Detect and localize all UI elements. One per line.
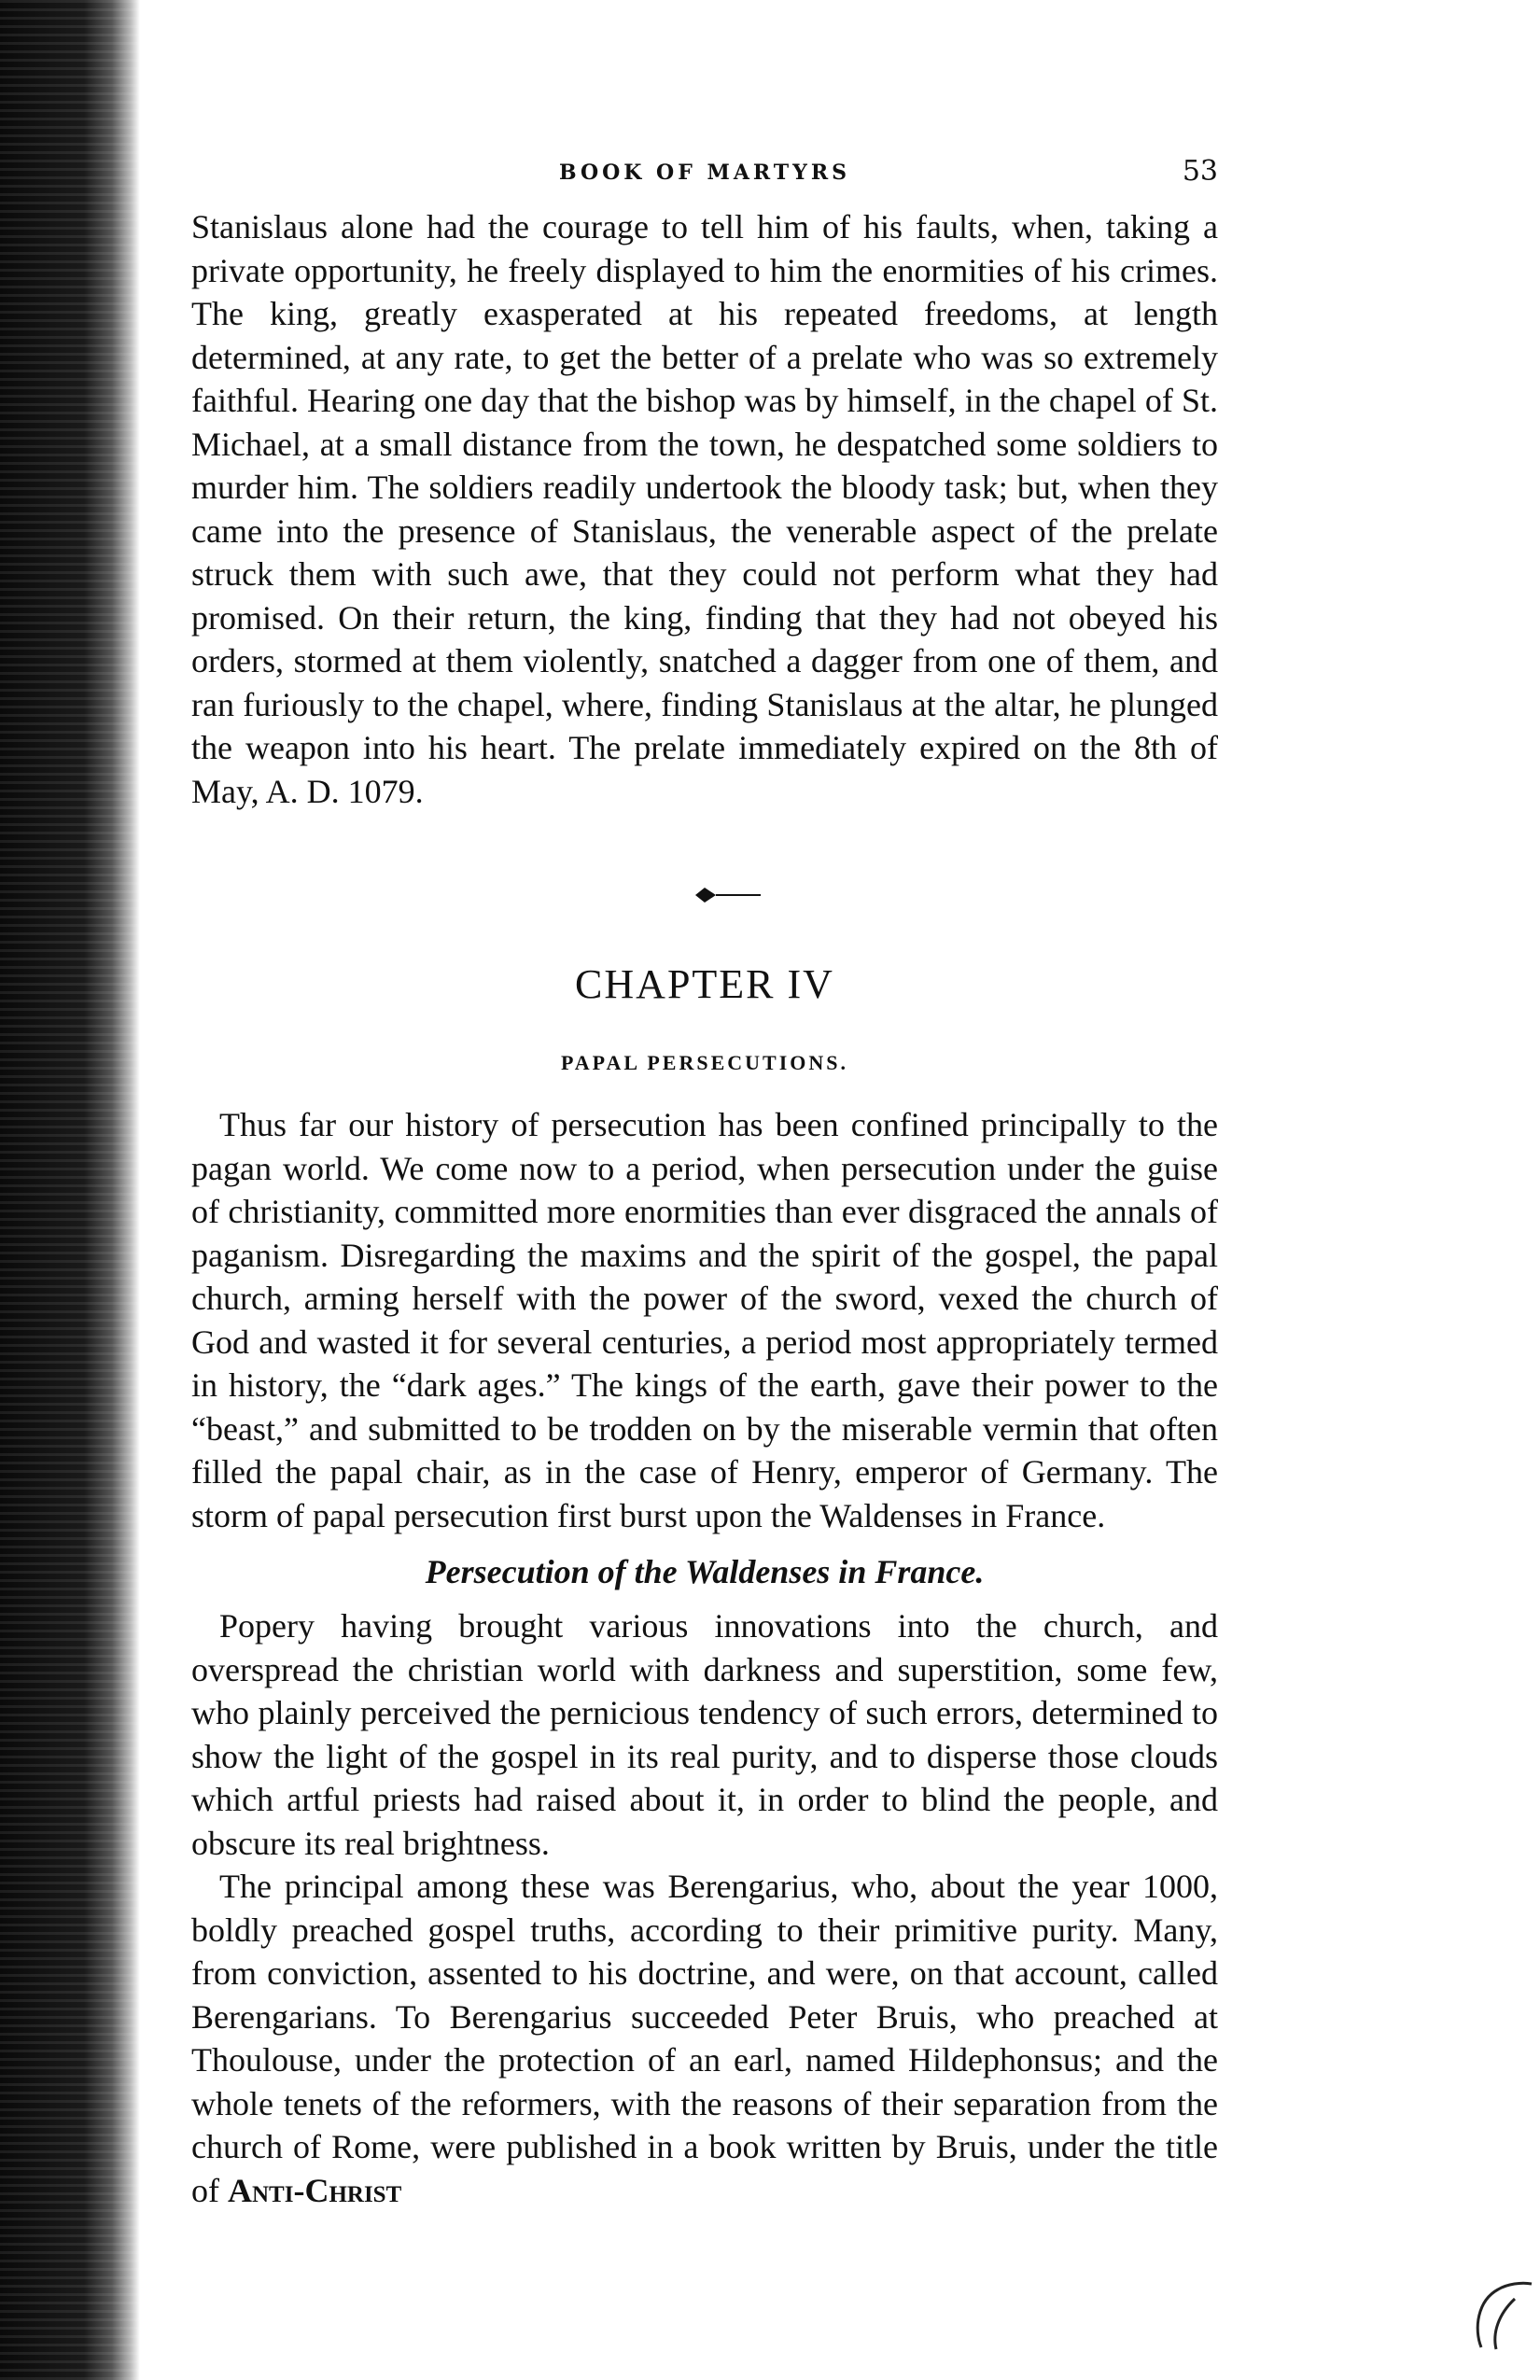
chapter-paragraph-1: Thus far our history of persecution has been confined principally to the pagan world. We come now to a period, when persecution under the guise of christianity, committed more enormities than ever disgraced the annals of paganism. Disregarding the maxims and the spirit of the gospel, the papal church, arming herself with the power of the sword, vexed the church of God and wasted it for several centuries, a period most appropriately termed in history, the “dark ages.” The kings of the earth, gave their power to the “beast,” and submitted to be trodden on by the miserable vermin that often filled the papal chair, as in the case of Henry, emperor of Germany. The storm of papal persecution first burst upon the Waldenses in France. [191,1106,1218,1534]
book-page [191,149,1218,2212]
chapter-paragraph-3 [191,1865,1218,2212]
intro-paragraph: Stanislaus alone had the courage to tell him of his faults, when, taking a private opportunity, he freely displayed to him the enormities of his crimes. The king, greatly exasperated at his repeated freedoms, at length determined, at any rate, to get the better of a prelate who was so extremely faithful. Hearing one day that the bishop was by himself, in the chapel of St. Michael, at a small distance from the town, he despatched some soldiers to murder him. The soldiers readily undertook the bloody task; but, when they came into the presence of Stanislaus, the venerable aspect of the prelate struck them with such awe, that they could not perform what they had promised. On their return, the king, finding that they had not obeyed his orders, stormed at them violently, snatched a dagger from one of them, and ran furiously to the chapel, where, finding Stanislaus at the altar, he plunged the weapon into his heart. The prelate immediately expired on the 8th of May, A. D. 1079. [191,208,1218,810]
scanned-page-edge [0,0,140,2380]
section-divider-ornament [649,884,761,906]
chapter-title: CHAPTER IV [575,961,834,1007]
page-corner-mark [1470,2273,1535,2357]
section-title: PAPAL PERSECUTIONS. [560,1051,848,1074]
subsection-title: Persecution of the Waldenses in France. [425,1553,985,1590]
anti-christ-title: Anti-Christ [228,2171,402,2209]
running-head [191,149,1218,205]
running-title: BOOK OF MARTYRS [558,161,851,185]
chapter-paragraph-2: Popery having brought various innovations into the church, and overspread the christian world with darkness and superstition, some few, who plainly perceived the pernicious tendency of such errors, determined to show the light of the gospel in its real purity, and to disperse those clouds which artful priests had raised about it, in order to blind the people, and obscure its real brightness. [191,1607,1218,1862]
paragraph-3-text: The principal among these was Berengarius, who, about the year 1000, boldly preached gospel truths, according to their primitive purity. Many, from conviction, assented to his doctrine, and were, on that account, called Berengarians. To Berengarius succeeded Peter Bruis, who preached at Thoulouse, under the protection of an earl, named Hildephonsus; and the whole tenets of the reformers, with the reasons of their separation from the church of Rome, were published in a book written by Bruis, under the title of [191,1868,1218,2209]
page-number: 53 [1182,155,1218,188]
